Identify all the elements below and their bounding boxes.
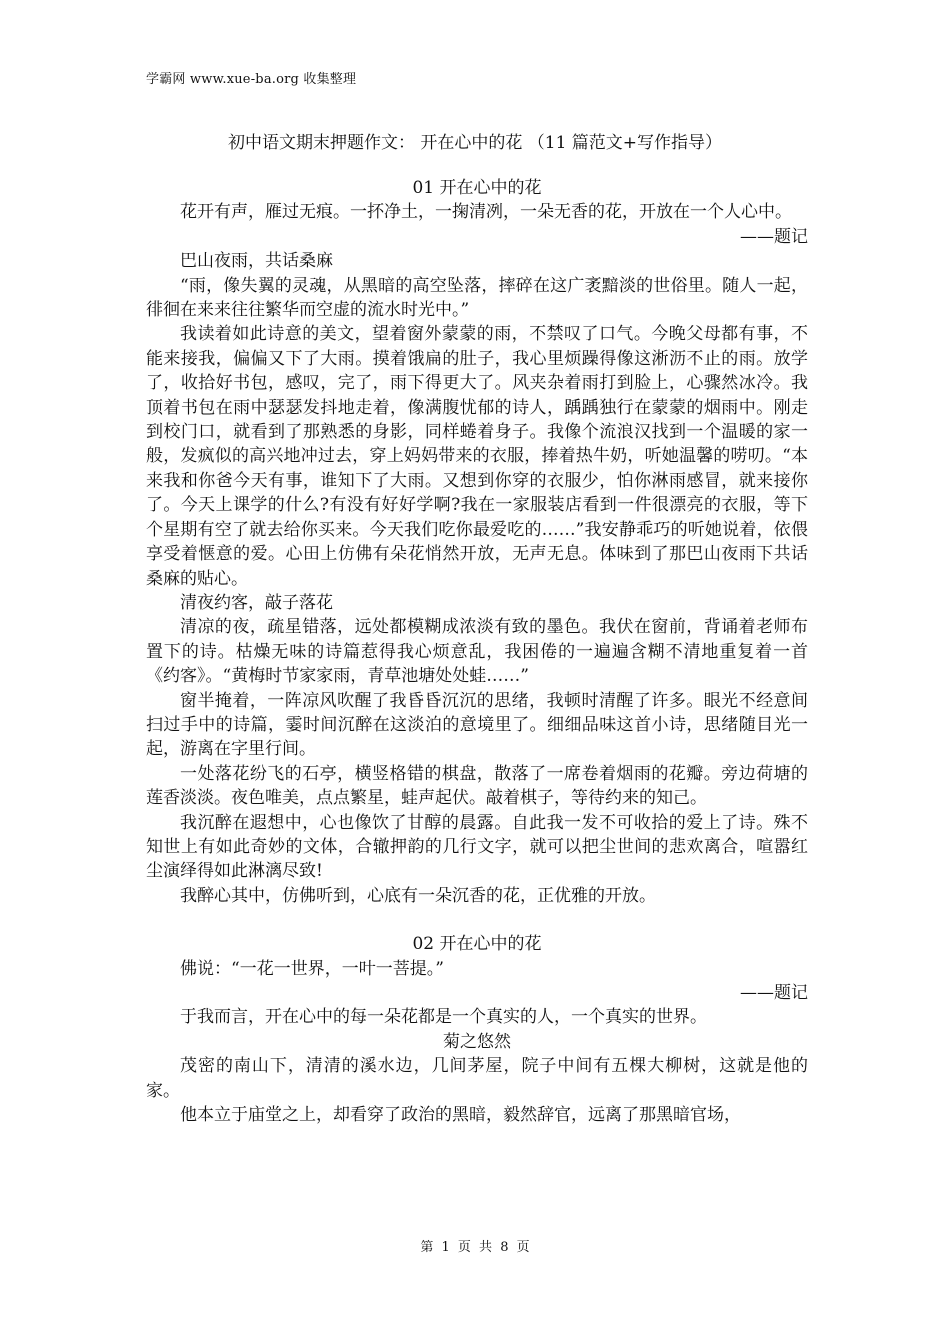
spacer (146, 908, 808, 932)
document-title: 初中语文期末押题作文： 开在心中的花 （11 篇范文+写作指导） (227, 133, 723, 153)
essay-2-heading: 02 开在心中的花 (412, 934, 542, 955)
inscription: ——题记 (740, 226, 808, 247)
document-body (146, 176, 808, 1127)
paragraph: 清凉的夜，疏星错落，远处都模糊成浓淡有致的墨色。我伏在窗前，背诵着老师布置下的诗。枯燥无味的诗篇惹得我心烦意乱，我困倦的一遍遍含糊不清地重复着一首《约客》。“黄梅时节家家雨，青草池塘处处蛙……” (146, 617, 808, 687)
paragraph: 他本立于庙堂之上，却看穿了政治的黑暗，毅然辞官，远离了那黑暗官场， (180, 1105, 741, 1126)
essay-1-heading: 01 开在心中的花 (412, 178, 542, 198)
section-heading: 菊之悠然 (443, 1031, 511, 1052)
paragraph: 窗半掩着，一阵凉风吹醒了我昏昏沉沉的思绪，我顿时清醒了许多。眼光不经意间扫过手中的诗篇，霎时间沉醉在这淡泊的意境里了。细细品味这首小诗，思绪随目光一起，游离在字里行间。 (146, 690, 808, 760)
paragraph: 于我而言，开在心中的每一朵花都是一个真实的人，一个真实的世界。 (180, 1007, 707, 1028)
paragraph: 我读着如此诗意的美文，望着窗外蒙蒙的雨，不禁叹了口气。今晚父母都有事，不能来接我，偏偏又下了大雨。摸着饿扁的肚子，我心里烦躁得像这淅沥不止的雨。放学了，收拾好书包，感叹，完了，雨下得更大了。风夹杂着雨打到脸上，心骤然冰冷。我顶着书包在雨中瑟瑟发抖地走着，像满腹忧郁的诗人，踽踽独行在蒙蒙的烟雨中。刚走到校门口，就看到了那熟悉的身影，同样蜷着身子。我像个流浪汉找到一个温暖的家一般，发疯似的高兴地冲过去，穿上妈妈带来的衣服，捧着热牛奶，听她温馨的唠叨。“本来我和你爸今天有事，谁知下了大雨。又想到你穿的衣服少，怕你淋雨感冒，就来接你了。今天上课学的什么?有没有好好学啊?我在一家服装店看到一件很漂亮的衣服，等下个星期有空了就去给你买来。今天我们吃你最爱吃的……”我安静乖巧的听她说着，依偎享受着惬意的爱。心田上仿佛有朵花悄然开放，无声无息。体味到了那巴山夜雨下共话桑麻的贴心。 (146, 324, 808, 589)
paragraph: 我醉心其中，仿佛听到，心底有一朵沉香的花，正优雅的开放。 (180, 885, 656, 906)
paragraph: “雨，像失翼的灵魂，从黑暗的高空坠落，摔碎在这广袤黯淡的世俗里。随人一起，徘徊在来来往往繁华而空虚的流水时光中。” (146, 275, 808, 321)
paragraph: 我沉醉在遐想中，心也像饮了甘醇的晨露。自此我一发不可收拾的爱上了诗。殊不知世上有如此奇妙的文体，合辙押韵的几行文字，就可以把尘世间的悲欢离合，喧嚣红尘演绎得如此淋漓尽致! (146, 812, 808, 882)
section-heading: 巴山夜雨，共话桑麻 (180, 251, 333, 272)
page-footer: 第 1 页 共 8 页 (420, 1240, 530, 1255)
source-note: 学霸网 www.xue-ba.org 收集整理 (146, 72, 357, 87)
section-heading: 清夜约客，敲子落花 (180, 592, 333, 613)
inscription: ——题记 (740, 983, 808, 1003)
paragraph: 花开有声，雁过无痕。一抔净土，一掬清冽，一朵无香的花，开放在一个人心中。 (180, 202, 792, 223)
paragraph: 茂密的南山下，清清的溪水边，几间茅屋，院子中间有五棵大柳树，这就是他的家。 (146, 1056, 808, 1101)
paragraph: 佛说：“一花一世界，一叶一菩提。” (180, 958, 444, 979)
paragraph: 一处落花纷飞的石亭，横竖格错的棋盘，散落了一席卷着烟雨的花瓣。旁边荷塘的莲香淡淡。夜色唯美，点点繁星，蛙声起伏。敲着棋子，等待约来的知己。 (146, 763, 808, 809)
